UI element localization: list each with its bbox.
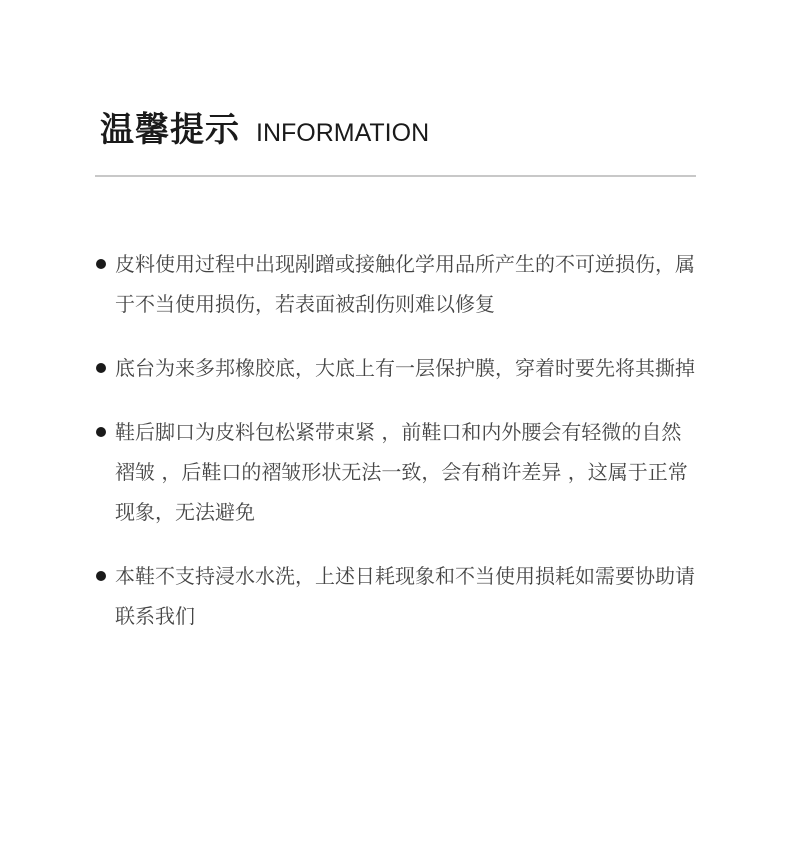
bullet-icon <box>96 259 106 269</box>
bullet-icon <box>96 571 106 581</box>
page-title: 温馨提示 <box>100 110 240 150</box>
bullet-icon <box>96 363 106 373</box>
tip-text: 底台为来多邦橡胶底，大底上有一层保护膜，穿着时要先将其撕掉 <box>115 356 695 380</box>
tip-text: 本鞋不支持浸水水洗，上述日耗现象和不当使用损耗如需要协助请联系我们 <box>115 564 695 628</box>
tip-item <box>95 244 700 324</box>
tip-item <box>95 556 700 636</box>
header <box>100 102 429 151</box>
page-subtitle: INFORMATION <box>256 119 430 147</box>
tip-text: 鞋后脚口为皮料包松紧带束紧 ，前鞋口和内外腰会有轻微的自然褶皱 ，后鞋口的褶皱形状无法一致，会有稍许差异 ，这属于正常现象，无法避免 <box>115 420 688 524</box>
divider <box>95 175 696 177</box>
tip-text: 皮料使用过程中出现剐蹭或接触化学用品所产生的不可逆损伤，属于不当使用损伤，若表面被刮伤则难以修复 <box>115 252 695 316</box>
tips-list <box>95 244 700 660</box>
bullet-icon <box>96 427 106 437</box>
tip-item <box>95 348 700 388</box>
tip-item <box>95 412 700 532</box>
